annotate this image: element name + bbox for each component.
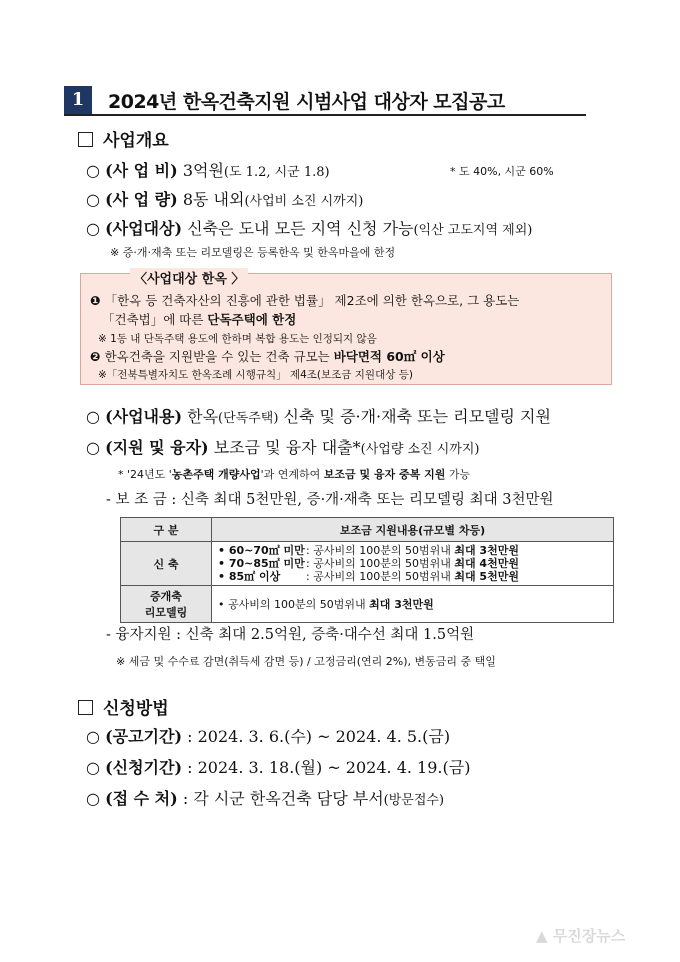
number-1-icon: ❶ [90, 293, 101, 308]
row-desc: : 공사비의 100분의 50범위내 [306, 544, 455, 557]
quantity-value: 8동 내외 [182, 190, 245, 209]
row-desc: : 공사비의 100분의 50범위내 [306, 570, 455, 583]
box-item-1-line-2 [102, 310, 296, 328]
box-item-2-line [90, 347, 445, 365]
box-item-1-line-1 [90, 291, 519, 309]
content-line [86, 404, 551, 427]
remodel-category-line-2: 리모델링 [144, 606, 188, 619]
remodel-desc: • 공사비의 100분의 50범위내 [218, 598, 370, 611]
circle-bullet-icon: ○ [86, 190, 100, 209]
size-range: • 70~85㎡ 미만 [218, 557, 305, 570]
circle-bullet-icon: ○ [86, 219, 100, 238]
box-item-1-text-bold: 단독주택에 한정 [207, 312, 297, 327]
table-header-content: 보조금 지원내용(규모별 차등) [212, 518, 614, 542]
circle-bullet-icon: ○ [86, 407, 100, 426]
support-note-d: 보조금 및 융자 중복 지원 [323, 468, 446, 481]
apply-period-value: : 2024. 3. 18.(월) ~ 2024. 4. 19.(금) [187, 758, 471, 777]
quantity-label: (사 업 량) [105, 190, 178, 209]
size-range: • 60~70㎡ 미만 [218, 544, 305, 557]
remodel-category-line-1: 증개축 [150, 590, 182, 603]
remodel-content [212, 586, 614, 623]
title-number-badge: 1 [64, 86, 92, 114]
table-row-new-build [121, 542, 614, 586]
office-detail: (방문접수) [383, 793, 445, 808]
square-bullet-icon [78, 700, 93, 715]
office-label: (접 수 처) [105, 789, 178, 808]
circle-bullet-icon: ○ [86, 161, 100, 180]
apply-period-line [86, 755, 470, 778]
circle-bullet-icon: ○ [86, 758, 100, 777]
budget-note: * 도 40%, 시군 60% [450, 165, 554, 178]
table-row-line [218, 570, 607, 583]
box-item-2-text-bold: 바닥면적 60㎡ 이상 [333, 349, 445, 364]
content-label: (사업내용) [105, 407, 183, 426]
title-bar [64, 86, 586, 116]
target-line [86, 216, 532, 239]
table-row-remodel [121, 586, 614, 623]
circle-bullet-icon: ○ [86, 789, 100, 808]
mountain-logo-icon: ▲ [536, 927, 548, 945]
support-label: (지원 및 융자) [105, 438, 209, 457]
size-range: • 85㎡ 이상 [218, 570, 281, 583]
new-build-category: 신 축 [121, 542, 212, 586]
page-title: 2024년 한옥건축지원 시범사업 대상자 모집공고 [108, 91, 505, 113]
notice-period-line [86, 724, 450, 747]
row-max: 최대 4천만원 [454, 557, 519, 570]
support-note-e: 가능 [445, 468, 471, 481]
remodel-category [121, 586, 212, 623]
number-2-icon: ❷ [90, 349, 101, 364]
budget-line [86, 158, 330, 181]
office-value: : 각 시군 한옥건축 담당 부서 [182, 789, 384, 808]
target-value: 신축은 도내 모든 지역 신청 가능 [187, 219, 414, 238]
support-note [118, 466, 470, 482]
watermark-text: 무진장뉴스 [552, 927, 626, 945]
box-item-1-note: ※ 1동 내 단독주택 용도에 한하며 복합 용도는 인정되지 않음 [98, 333, 377, 345]
support-value: 보조금 및 융자 대출* [213, 438, 361, 457]
section-heading-text: 사업개요 [103, 131, 169, 151]
content-value-paren: (단독주택) [218, 411, 279, 426]
section-heading-overview [78, 126, 169, 151]
watermark [536, 925, 625, 946]
loan-line: - 융자지원 : 신축 최대 2.5억원, 증축·대수선 최대 1.5억원 [106, 627, 475, 643]
circle-bullet-icon: ○ [86, 438, 100, 457]
row-desc: : 공사비의 100분의 50범위내 [306, 557, 455, 570]
content-value-b: 신축 및 증·개·재축 또는 리모델링 지원 [278, 407, 551, 426]
target-note: ※ 증·개·재축 또는 리모델링은 등록한옥 및 한옥마을에 한정 [110, 246, 396, 259]
row-max: 최대 3천만원 [454, 544, 519, 557]
box-item-1-text: 「한옥 등 건축자산의 진흥에 관한 법률」 제2조에 의한 한옥으로, 그 용도는 [104, 293, 520, 308]
quantity-line [86, 187, 363, 210]
box-item-2-text-a: 한옥건축을 지원받을 수 있는 건축 규모는 [104, 349, 334, 364]
new-build-content [212, 542, 614, 586]
budget-value: 3억원 [182, 161, 224, 180]
target-box-title: 〈사업대상 한옥 〉 [130, 268, 248, 287]
remodel-max: 최대 3천만원 [369, 598, 434, 611]
support-note-b: 농촌주택 개량사업 [171, 468, 261, 481]
support-note-c: '과 연계하여 [260, 468, 324, 481]
content-value-a: 한옥 [187, 407, 219, 426]
notice-period-value: : 2024. 3. 6.(수) ~ 2024. 4. 5.(금) [187, 727, 451, 746]
apply-period-label: (신청기간) [105, 758, 183, 777]
row-max: 최대 5천만원 [454, 570, 519, 583]
table-header-category: 구 분 [121, 518, 212, 542]
subsidy-table [120, 517, 614, 623]
budget-detail: (도 1.2, 시군 1.8) [223, 165, 330, 180]
section-heading-application [78, 694, 169, 719]
subsidy-line: - 보 조 금 : 신축 최대 5천만원, 증·개·재축 또는 리모델링 최대 3천만원 [106, 492, 554, 508]
table-row-line [218, 557, 607, 570]
target-detail: (익산 고도지역 제외) [413, 223, 533, 238]
section-heading-text: 신청방법 [103, 699, 169, 719]
square-bullet-icon [78, 132, 93, 147]
box-item-1-text-a: 「건축법」에 따른 [102, 312, 208, 327]
table-row-line [218, 544, 607, 557]
circle-bullet-icon: ○ [86, 727, 100, 746]
support-detail: (사업량 소진 시까지) [360, 442, 480, 457]
support-line [86, 435, 480, 458]
quantity-detail: (사업비 소진 시까지) [244, 194, 364, 209]
target-label: (사업대상) [105, 219, 183, 238]
office-line [86, 786, 444, 809]
box-item-2-note: ※「전북특별자치도 한옥조례 시행규칙」 제4조(보조금 지원대상 등) [98, 369, 413, 381]
notice-period-label: (공고기간) [105, 727, 183, 746]
table-header-row [121, 518, 614, 542]
loan-note: ※ 세금 및 수수료 감면(취득세 감면 등) / 고정금리(연리 2%), 변동금리 중 택일 [116, 655, 496, 668]
support-note-a: * '24년도 ' [118, 468, 172, 481]
budget-label: (사 업 비) [105, 161, 178, 180]
